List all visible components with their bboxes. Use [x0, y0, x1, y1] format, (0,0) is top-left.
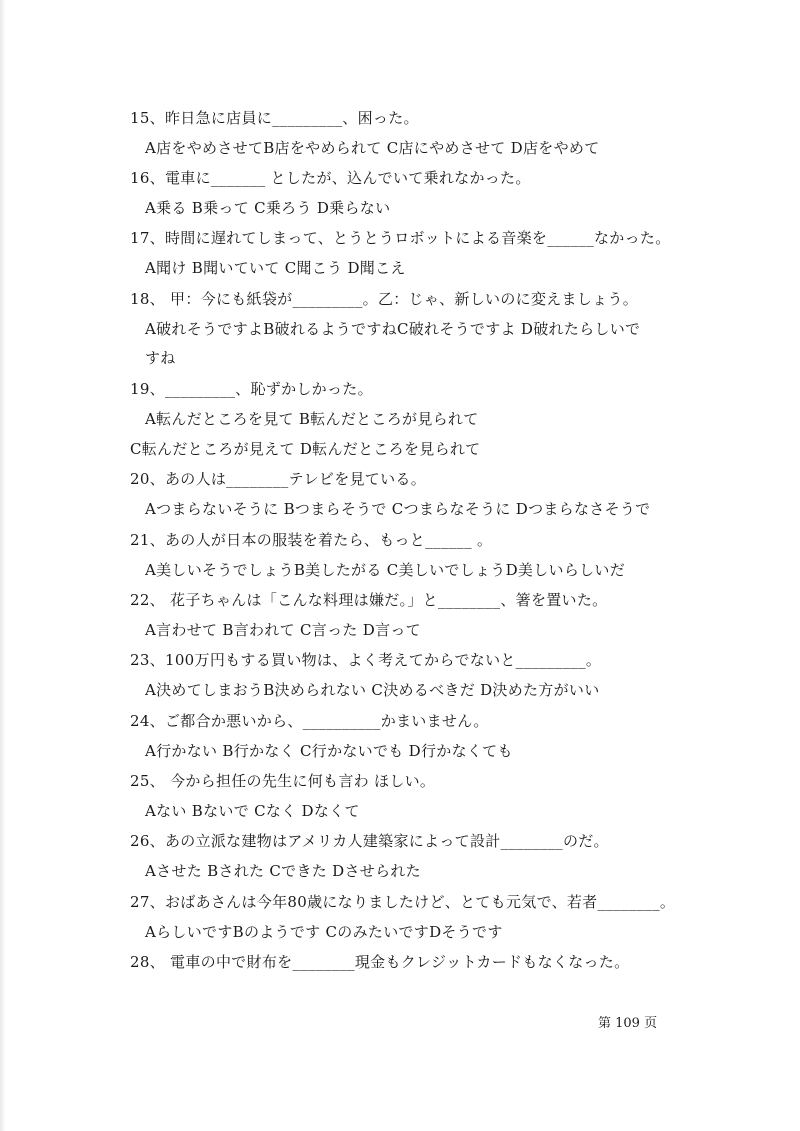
- question-stem: 16、電車に_______ としたが、込んでいて乗れなかった。: [130, 169, 531, 187]
- question-stem: 15、昨日急に店員に_________、困った。: [130, 109, 419, 127]
- question-options: Aつまらないそうに Bつまらそうで Cつまらなそうに Dつまらなさそうで: [145, 500, 651, 518]
- question-stem: 23、100万円もする買い物は、よく考えてからでないと_________。: [130, 651, 602, 669]
- page-number: 第 109 页: [598, 1016, 658, 1031]
- question-options: Aない Bないで Cなく Dなくて: [145, 802, 360, 820]
- question-options: A転んだところを見て B転んだところが見られて: [145, 410, 479, 428]
- question-options: A乗る B乗って C乗ろう D乗らない: [145, 199, 391, 217]
- question-options: A破れそうですよB破れるようですねC破れそうですよ D破れたらしいで: [145, 320, 641, 338]
- question-options: A聞け B聞いていて C聞こう D聞こえ: [145, 259, 406, 277]
- question-options: A美しいそうでしょうB美したがる C美しいでしょうD美しいらしいだ: [145, 561, 626, 579]
- question-options: A店をやめさせてB店をやめられて C店にやめさせて D店をやめて: [145, 139, 600, 157]
- question-stem: 24、ご都合か悪いから、__________かまいません。: [130, 712, 489, 730]
- question-stem: 27、おばあさんは今年80歳になりましたけど、とても元気で、若者________。: [130, 893, 676, 911]
- question-options: C転んだところが見えて D転んだところを見られて: [130, 440, 481, 458]
- question-stem: 21、あの人が日本の服装を着たら、もっと______ 。: [130, 531, 493, 549]
- question-options: Aさせた Bされた Cできた Dさせられた: [145, 862, 421, 880]
- question-stem: 18、 甲：今にも紙袋が_________。乙：じゃ、新しいのに変えましょう。: [130, 290, 639, 308]
- page-edge-shadow: [0, 0, 6, 1131]
- question-options-continued: すね: [145, 349, 176, 367]
- question-stem: 26、あの立派な建物はアメリカ人建築家によって設計________のだ。: [130, 832, 609, 850]
- question-options: A言わせて B言われて C言った D言って: [145, 621, 421, 639]
- question-options: A決めてしまおうB決められない C決めるべきだ D決めた方がいい: [145, 681, 600, 699]
- question-options: A行かない B行かなく C行かないでも D行かなくても: [145, 742, 513, 760]
- question-stem: 17、時間に遅れてしまって、とうとうロボットによる音楽を______なかった。: [130, 229, 671, 247]
- question-stem: 28、 電車の中で財布を________現金もクレジットカードもなくなった。: [130, 953, 630, 971]
- question-options: AらしいですBのようです CのみたいですDそうです: [145, 923, 503, 941]
- question-stem: 20、あの人は________テレビを見ている。: [130, 470, 426, 488]
- question-stem: 22、 花子ちゃんは「こんな料理は嫌だ。」と________、箸を置いた。: [130, 591, 608, 609]
- question-stem: 25、 今から担任の先生に何も言わ ほしい。: [130, 772, 436, 790]
- question-stem: 19、_________、恥ずかしかった。: [130, 380, 373, 398]
